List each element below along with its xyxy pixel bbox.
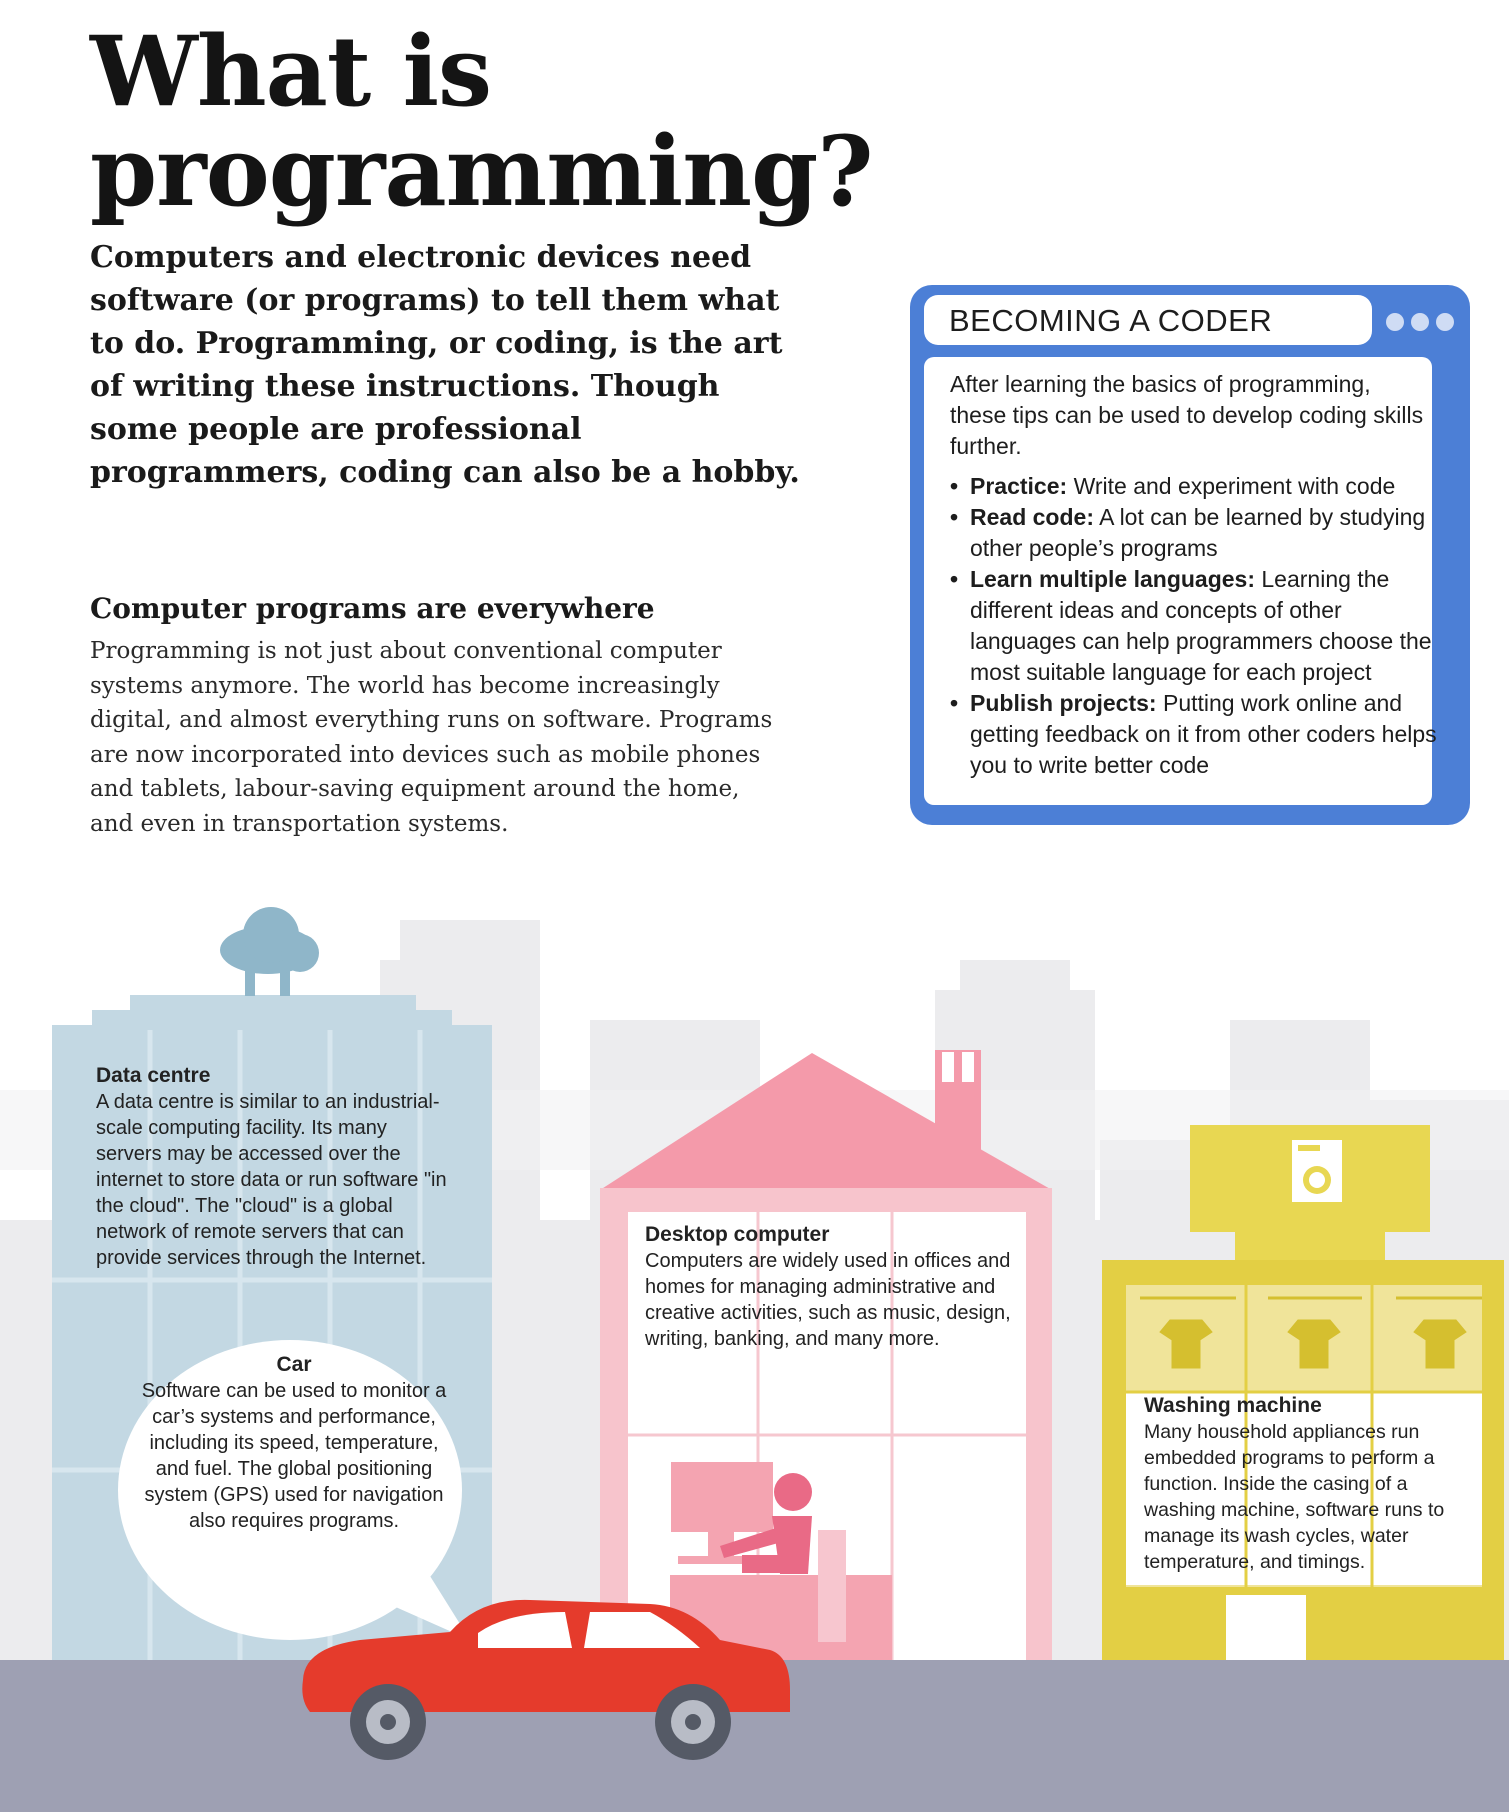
coder-intro: After learning the basics of programming, these tips can be used to develop coding skills further. bbox=[950, 371, 1424, 459]
washing-machine-caption bbox=[1144, 1393, 1479, 1575]
chair bbox=[818, 1530, 846, 1642]
washing-machine-text: Many household appliances run embedded programs to perform a function. Inside the casing of a washing machine, software runs to manage its wash cycles, water temperature, and timings. bbox=[1144, 1421, 1445, 1573]
desktop-title: Desktop computer bbox=[645, 1223, 830, 1246]
page-title bbox=[90, 15, 873, 228]
window-titlebar bbox=[924, 295, 1372, 345]
window-dot-icon bbox=[1411, 313, 1429, 331]
intro-paragraph: Computers and electronic devices need software (or programs) to tell them what to do. Programming, or coding, is the art of writing these instructions. Though some people are professional programmers, coding can also be a hobby. bbox=[90, 240, 800, 490]
car-caption bbox=[134, 1352, 454, 1534]
title-line-2: programming? bbox=[90, 115, 873, 228]
tip-text: Write and experiment with code bbox=[1073, 473, 1396, 499]
car-text: Software can be used to monitor a car’s systems and performance, including its speed, temperature, and fuel. The global positioning system (GPS) used for navigation also requires programs. bbox=[141, 1380, 447, 1532]
list-item bbox=[950, 688, 1440, 781]
list-item bbox=[950, 564, 1440, 688]
window-dot-icon bbox=[1386, 313, 1404, 331]
data-centre-text: A data centre is similar to an industrial-scale computing facility. Its many servers may be accessed over the internet to store data or run software "in the cloud". The "cloud" is a global network of remote servers that can provide services through the Internet. bbox=[96, 1091, 447, 1269]
car-title: Car bbox=[276, 1353, 312, 1376]
window-controls bbox=[1386, 313, 1454, 331]
washing-machine-title: Washing machine bbox=[1144, 1394, 1322, 1417]
tip-text: A lot can be learned by studying other people’s programs bbox=[970, 504, 1426, 561]
tip-text: Learning the different ideas and concepts of other languages can help programmers choose the most suitable language for each project bbox=[970, 566, 1432, 685]
section-heading: Computer programs are everywhere bbox=[90, 592, 655, 625]
list-item bbox=[950, 502, 1440, 564]
window-dot-icon bbox=[1436, 313, 1454, 331]
washing-machine-icon bbox=[1292, 1140, 1342, 1202]
tip-term: Publish projects: bbox=[970, 690, 1157, 716]
tip-text: Putting work online and getting feedback on it from other coders helps you to write better code bbox=[970, 690, 1437, 778]
cloud-icon bbox=[220, 907, 319, 996]
tip-term: Practice: bbox=[970, 473, 1068, 499]
data-centre-caption bbox=[96, 1063, 456, 1271]
window-body bbox=[924, 357, 1437, 805]
title-line-1: What is bbox=[90, 15, 492, 128]
tip-term: Read code: bbox=[970, 504, 1094, 530]
desktop-text: Computers are widely used in offices and homes for managing administrative and creative activities, such as music, design, writing, banking, and many more. bbox=[645, 1250, 1011, 1350]
coder-tips-list bbox=[950, 471, 1440, 781]
list-item bbox=[950, 471, 1440, 502]
window-title: BECOMING A CODER bbox=[949, 303, 1273, 338]
section-body: Programming is not just about conventional computer systems anymore. The world has become increasingly digital, and almost everything runs on software. Programs are now incorporated into devices such as mobile phones and tablets, labour-saving equipment around the home, and even in transportation systems. bbox=[90, 638, 773, 837]
desktop-caption bbox=[645, 1222, 1025, 1352]
becoming-a-coder-window bbox=[910, 285, 1470, 825]
data-centre-title: Data centre bbox=[96, 1064, 211, 1087]
tip-term: Learn multiple languages: bbox=[970, 566, 1255, 592]
